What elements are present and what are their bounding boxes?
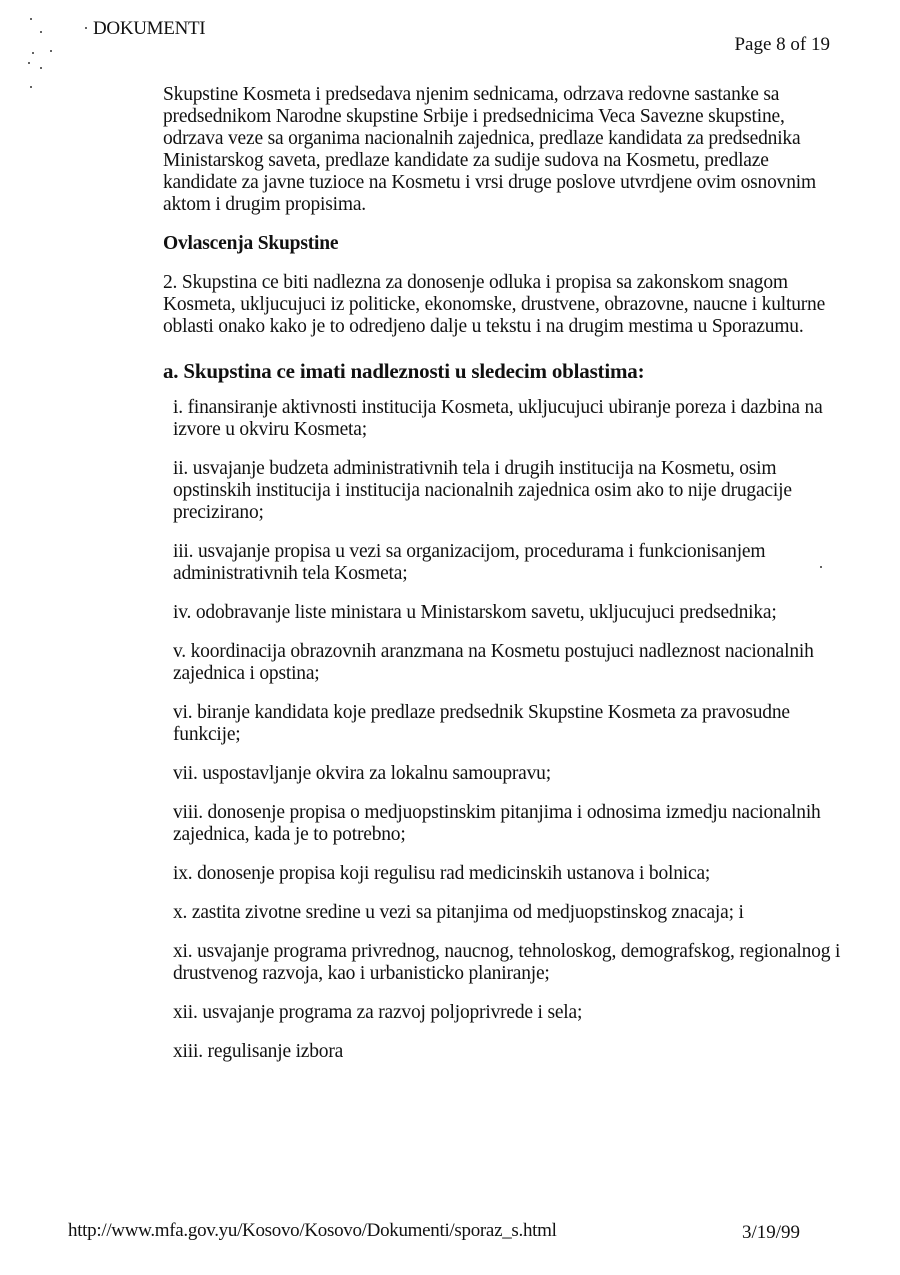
list-item: x. zastita zivotne sredine u vezi sa pitanjima od medjuopstinskog znacaja; i bbox=[173, 902, 744, 923]
scan-speck bbox=[30, 86, 32, 88]
scan-speck bbox=[30, 18, 32, 20]
footer-date: 3/19/99 bbox=[741, 1222, 800, 1243]
section-heading: Ovlascenja Skupstine bbox=[163, 233, 339, 254]
list-item: ix. donosenje propisa koji regulisu rad medicinskih ustanova i bolnica; bbox=[173, 863, 711, 884]
list-item: iii. usvajanje propisa u vezi sa organizacijom, procedurama i funkcionisanjem administrativnih tela Kosmeta; bbox=[173, 541, 766, 584]
list-item: iv. odobravanje liste ministara u Ministarskom savetu, ukljucujuci predsednika; bbox=[173, 602, 777, 623]
scan-speck bbox=[85, 27, 87, 29]
list-item: viii. donosenje propisa o medjuopstinskim pitanjima i odnosima izmedju nacionalnih zajednica, kada je to potrebno; bbox=[173, 802, 821, 845]
document-header-title: DOKUMENTI bbox=[93, 18, 206, 39]
scan-speck bbox=[28, 62, 30, 64]
list-item: xii. usvajanje programa za razvoj poljoprivrede i sela; bbox=[173, 1002, 583, 1023]
scan-speck bbox=[40, 67, 42, 69]
list-item: i. finansiranje aktivnosti institucija Kosmeta, ukljucujuci ubiranje poreza i dazbina na izvore u okviru Kosmeta; bbox=[173, 397, 823, 440]
page-indicator: Page 8 of 19 bbox=[734, 34, 830, 55]
scan-speck bbox=[32, 52, 34, 54]
competence-list bbox=[173, 397, 843, 1063]
list-item: ii. usvajanje budzeta administrativnih tela i drugih institucija na Kosmetu, osim opstinskih institucija i institucija nacionalnih zajednica osim ako to nije drugacije precizirano; bbox=[173, 458, 792, 523]
footer-url: http://www.mfa.gov.yu/Kosovo/Kosovo/Dokumenti/sporaz_s.html bbox=[68, 1220, 557, 1241]
subsection-heading: a. Skupstina ce imati nadleznosti u sledecim oblastima: bbox=[163, 359, 645, 383]
list-item: xi. usvajanje programa privrednog, naucnog, tehnoloskog, demografskog, regionalnog i drustvenog razvoja, kao i urbanisticko planiranje; bbox=[173, 941, 841, 984]
document-body bbox=[163, 84, 843, 1080]
list-item: xiii. regulisanje izbora bbox=[173, 1041, 344, 1062]
list-item: vii. uspostavljanje okvira za lokalnu samoupravu; bbox=[173, 763, 551, 784]
intro-paragraph: Skupstine Kosmeta i predsedava njenim sednicama, odrzava redovne sastanke sa predsednikom Narodne skupstine Srbije i predsednicima Veca Savezne skupstine, odrzava veze sa organima nacionalnih zajednica, predlaze kandidata za predsednika Ministarskog saveta, predlaze kandidate za sudije sudova na Kosmetu, predlaze kandidate za javne tuzioce na Kosmetu i vrsi druge poslove utvrdjene ovim osnovnim aktom i drugim propisima. bbox=[163, 84, 816, 215]
list-item: v. koordinacija obrazovnih aranzmana na Kosmetu postujuci nadleznost nacionalnih zajednica i opstina; bbox=[173, 641, 814, 684]
scan-speck bbox=[50, 50, 52, 52]
scan-speck bbox=[40, 31, 42, 33]
section-paragraph: 2. Skupstina ce biti nadlezna za donosenje odluka i propisa sa zakonskom snagom Kosmeta, ukljucujuci iz politicke, ekonomske, drustvene, obrazovne, naucne i kulturne oblasti onako kako je to odredjeno dalje u tekstu i na drugim mestima u Sporazumu. bbox=[163, 272, 826, 337]
list-item: vi. biranje kandidata koje predlaze predsednik Skupstine Kosmeta za pravosudne funkcije; bbox=[173, 702, 790, 745]
